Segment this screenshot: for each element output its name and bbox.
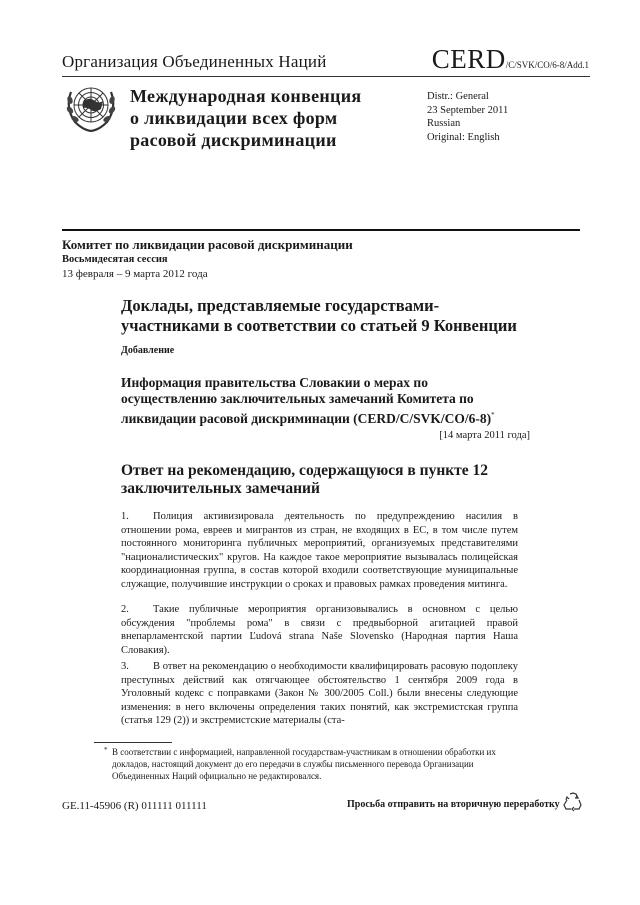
job-number: GE.11-45906 (R) 011111 011111 xyxy=(62,800,207,812)
committee-dates: 13 февраля – 9 марта 2012 года xyxy=(62,268,208,280)
document-symbol-suffix: /C/SVK/CO/6-8/Add.1 xyxy=(505,60,589,70)
info-title-line: Информация правительства Словакии о мерах по xyxy=(121,375,428,390)
document-title-line: участниками в соответствии со статьей 9 Конвенции xyxy=(121,316,517,335)
paragraph-1 xyxy=(121,510,518,592)
date-note: [14 марта 2011 года] xyxy=(439,430,530,441)
info-title-line xyxy=(121,407,531,427)
paragraph-text: Полиция активизировала деятельность по предупреждению насилия в отношении рома, евреев и мигрантов из стран, не входящих в ЕС, в том числе путем постоянного мониторинга публичных мероприятий, организуемых представителями "националистических" кругов. На каждое такое мероприятие вызывалась полицейская координационная группа, в состав которой входили соответствующие муниципальные служащие, получившие инструкции о сроках и правовых рамках проведения митинга. xyxy=(121,511,518,590)
footnote-reference[interactable]: * xyxy=(491,411,495,419)
header-rule xyxy=(62,76,590,77)
organization-name: Организация Объединенных Наций xyxy=(62,52,327,71)
un-emblem-icon xyxy=(63,80,119,134)
paragraph-text: Такие публичные мероприятия организовывались в основном с целью обсуждения "проблемы рома" в связи с предвыборной агитацией правой внепарламентской партии Ľudová strana Naše Slovensko (Народная партия Наша Словакия). xyxy=(121,604,518,656)
distribution-date: 23 September 2011 xyxy=(427,104,509,116)
convention-title-line: расовой дискриминации xyxy=(130,130,337,150)
info-title-line: осуществлению заключительных замечаний Комитета по xyxy=(121,391,474,406)
section-title xyxy=(121,462,531,498)
recycle-icon xyxy=(562,791,584,813)
info-title xyxy=(121,375,531,427)
distribution-info xyxy=(427,90,508,144)
convention-title-line: о ликвидации всех форм xyxy=(130,108,338,128)
footnote-rule xyxy=(94,742,172,743)
paragraph-number: 3. xyxy=(121,661,129,672)
footnote-mark: * xyxy=(104,746,108,754)
committee-name: Комитет по ликвидации расовой дискриминации xyxy=(62,237,353,252)
section-title-line: Ответ на рекомендацию, содержащуюся в пункте 12 xyxy=(121,462,489,479)
paragraph-number: 2. xyxy=(121,604,129,615)
distribution-type: Distr.: General xyxy=(427,91,489,102)
document-symbol xyxy=(432,44,589,75)
addendum-label: Добавление xyxy=(121,345,175,356)
distribution-original: Original: English xyxy=(427,131,500,143)
document-symbol-main: CERD xyxy=(431,44,506,74)
distribution-language: Russian xyxy=(427,118,461,129)
info-title-line-text: ликвидации расовой дискриминации (CERD/C/SVK/CO/6-8) xyxy=(121,411,492,426)
paragraph-2 xyxy=(121,603,518,657)
committee-session: Восьмидесятая сессия xyxy=(62,254,168,265)
paragraph-text: В ответ на рекомендацию о необходимости квалифицировать расовую подоплеку преступных действий как отягчающее обстоятельство 1 сентября 2009 года в Уголовный кодекс с поправками (Закон № 300/2005 Coll.) были внесены следующие изменения: в него включены определения таких понятий, как экстремистская группа (статья 129 (2)) и экстремистские материалы (ста- xyxy=(121,661,518,727)
paragraph-number: 1. xyxy=(121,511,129,522)
recycle-notice: Просьба отправить на вторичную переработку xyxy=(347,799,560,810)
footnote-text: В соответствии с информацией, направленной государствам-участникам в отношении обработки их докладов, настоящий документ до его передачи в службы письменного перевода Организации Объединенных Наций официально не редактировался. xyxy=(112,747,496,781)
convention-title xyxy=(130,85,361,151)
footnote xyxy=(104,746,518,782)
paragraph-3 xyxy=(121,660,518,728)
document-title xyxy=(121,296,541,336)
convention-title-line: Международная конвенция xyxy=(130,86,362,106)
header-bottom-rule xyxy=(62,229,580,231)
section-title-line: заключительных замечаний xyxy=(121,480,320,497)
committee-block xyxy=(62,237,353,282)
document-title-line: Доклады, представляемые государствами- xyxy=(121,296,440,315)
